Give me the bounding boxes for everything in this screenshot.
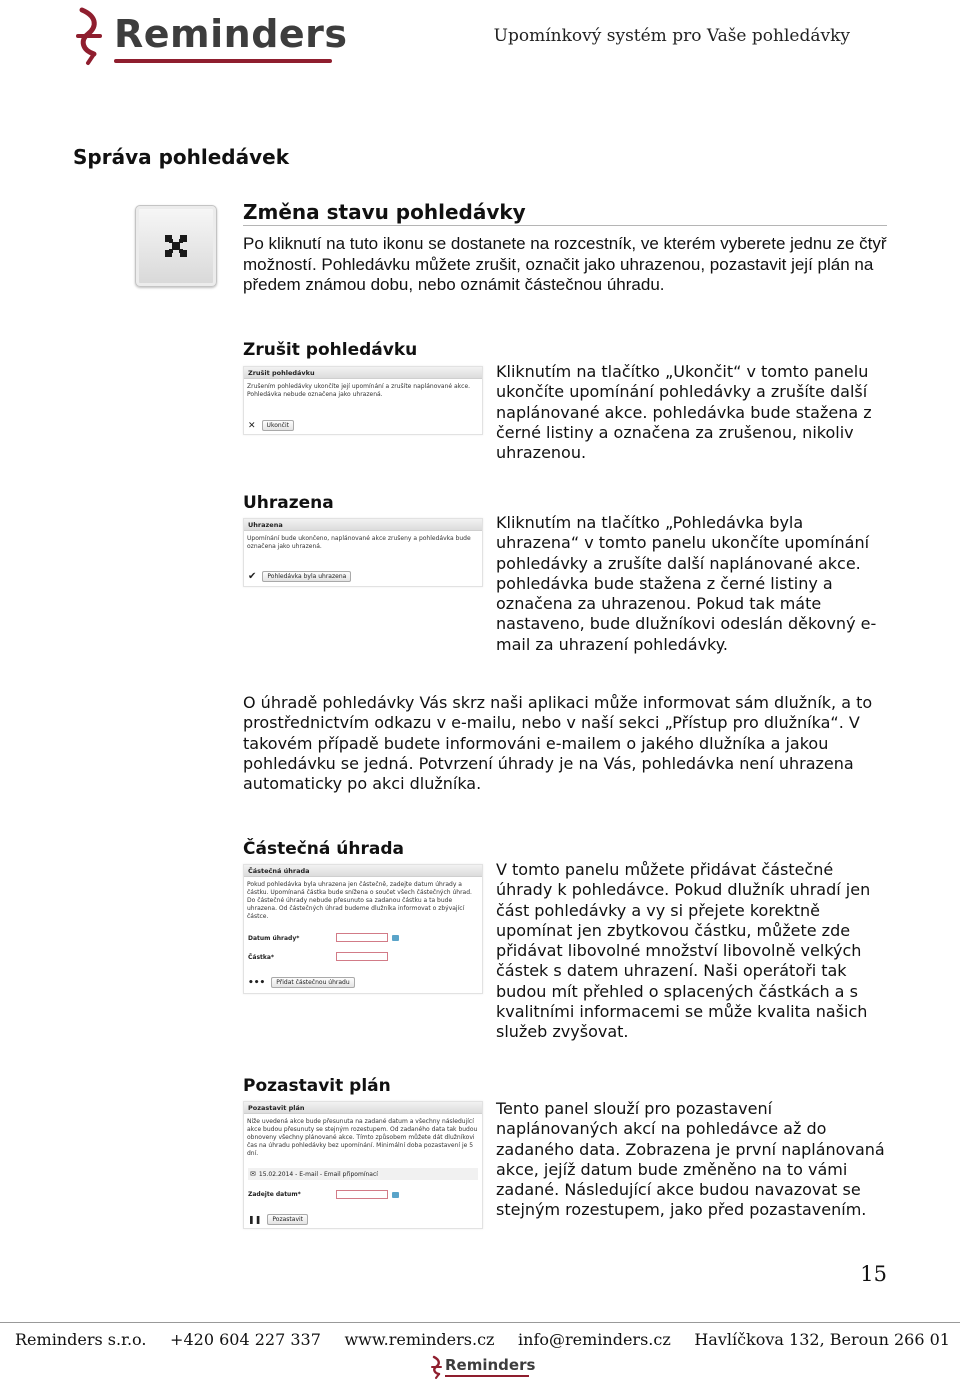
footer-logo-wordmark: Reminders	[445, 1356, 536, 1374]
pause-panel-screenshot	[243, 1101, 483, 1229]
paid-panel-screenshot	[243, 518, 483, 587]
change-status-button[interactable]	[135, 205, 217, 287]
paid-panel-text: Upomínání bude ukončeno, naplánované akce zrušeny a pohledávka bude označena jako uhrazená.	[247, 535, 471, 550]
footer-logo	[430, 1355, 540, 1379]
check-icon: ✔	[248, 571, 257, 582]
close-icon: ✕	[248, 420, 256, 431]
footer-logo-underline	[445, 1375, 529, 1377]
cancel-description: Kliknutím na tlačítko „Ukončit“ v tomto panelu ukončíte upomínání pohledávky a zrušíte další naplánované akce. pohledávka bude stažena z černé listiny a označena za zrušenou, nikoliv uhrazenou.	[496, 362, 872, 463]
pause-icon: ❚❚	[248, 1215, 262, 1224]
footer-company: Reminders s.r.o.	[15, 1330, 147, 1349]
paid-description: Kliknutím na tlačítko „Pohledávka byla uhrazena“ v tomto panelu ukončíte upomínání pohledávky a zrušíte další naplánované akce. pohledávka bude stažena z černé listiny a označena za uhrazenou. Pokud tak máte nastaveno, bude dlužníkovi odeslán děkovný e-mail za uhrazení pohledávky.	[496, 513, 877, 654]
cancel-panel-action	[248, 420, 294, 431]
pause-button[interactable]: Pozastavit	[267, 1214, 308, 1225]
mark-paid-button[interactable]: Pohledávka byla uhrazena	[262, 571, 351, 582]
calendar-icon[interactable]	[392, 935, 399, 941]
amount-label: Částka*	[248, 954, 275, 961]
end-button[interactable]: Ukončit	[262, 420, 294, 431]
logo-underline	[114, 59, 332, 63]
header-tagline: Upomínkový systém pro Vaše pohledávky	[493, 26, 850, 46]
page-number: 15	[860, 1262, 887, 1286]
pause-date-field[interactable]	[336, 1190, 388, 1199]
cancel-heading: Zrušit pohledávku	[243, 340, 418, 360]
intro-text: Po kliknutí na tuto ikonu se dostanete na rozcestník, ve kterém vyberete jednu ze čtyř možností. Pohledávku můžete zrušit, označit jako uhrazenou, pozastavit její plán na předem známou dobu, nebo oznámit částečnou úhradu.	[243, 234, 887, 294]
debtor-note: O úhradě pohledávky Vás skrz naši aplikaci může informovat sám dlužník, a to prostřednictvím odkazu v e-mailu, nebo v naší sekci „Přístup pro dlužníka“. V takovém případě budete informováni e-mailem o jakého dlužníka a jakou pohledávku se jedná. Potvrzení úhrady je na Vás, pohledávka není uhrazena automaticky po akci dlužníka.	[243, 693, 873, 794]
payment-date-field[interactable]	[336, 933, 388, 942]
logo-mark-icon	[74, 6, 108, 66]
footer-divider	[0, 1322, 960, 1323]
pause-panel-title: Pozastavit plán	[244, 1102, 482, 1114]
reminders-logo	[74, 6, 348, 62]
pause-date-label: Zadejte datum*	[248, 1191, 301, 1198]
section-title: Změna stavu pohledávky	[243, 200, 526, 224]
partial-panel-text: Pokud pohledávka byla uhrazena jen částečně, zadejte datum úhrady a částku. Upomínaná částka bude snížena o součet všech částečných úhrad. Do částečné úhrady nebude přesunuto sa zadanou částku a ta bude uhrazena. Od částečných úhrad budeme dlužníka informovat o zbývající částce.	[247, 881, 472, 920]
pause-heading: Pozastavit plán	[243, 1076, 391, 1096]
partial-description: V tomto panelu můžete přidávat částečné úhrady k pohledávce. Pokud dlužník uhradí jen část pohledávky a vy si přejete korektně upomínat jen zbytkovou částku, můžete zde přidávat libovolné množství libovolně velkých částek s datem uhrazení. Naši operátoři tak budou mít přehled o splacených částkách a s kvalitními informacemi se může kvalita našich služeb zvyšovat.	[496, 860, 871, 1042]
partial-panel-screenshot	[243, 864, 483, 994]
cancel-panel-title: Zrušit pohledávku	[244, 367, 482, 379]
add-partial-payment-button[interactable]: Přidat částečnou úhradu	[271, 977, 354, 988]
mail-icon: ✉	[250, 1170, 256, 1178]
page-heading: Správa pohledávek	[73, 145, 290, 169]
paid-panel-title: Uhrazena	[244, 519, 482, 531]
cancel-panel-screenshot	[243, 366, 483, 435]
footer-email-link[interactable]: info@reminders.cz	[518, 1330, 671, 1349]
calendar-icon[interactable]	[392, 1192, 399, 1198]
amount-field[interactable]	[336, 952, 388, 961]
paid-panel-action	[248, 571, 351, 582]
footer-phone: +420 604 227 337	[170, 1330, 321, 1349]
next-action-row	[248, 1168, 478, 1180]
partial-panel-action	[248, 977, 355, 988]
title-divider	[243, 225, 887, 226]
logo-wordmark: Reminders	[114, 12, 348, 56]
close-x-icon	[163, 233, 189, 259]
footer-address: Havlíčkova 132, Beroun 266 01	[694, 1330, 950, 1349]
partial-panel-title: Částečná úhrada	[244, 865, 482, 877]
partial-heading: Částečná úhrada	[243, 839, 404, 859]
footer	[15, 1330, 950, 1349]
logo-mark-icon	[430, 1355, 444, 1379]
payment-date-label: Datum úhrady*	[248, 935, 300, 942]
more-icon: •••	[248, 977, 266, 988]
pause-description: Tento panel slouží pro pozastavení naplánovaných akcí na pohledávce až do zadaného data. Zobrazena je první naplánovaná akce, jejíž datum bude změněno na to vámi zadané. Následující akce budou navazovat se stejným rozestupem, jako před pozastavením.	[496, 1099, 885, 1220]
cancel-panel-text: Zrušením pohledávky ukončíte její upomínání a zrušíte naplánované akce. Pohledávka nebude označena jako uhrazená.	[247, 383, 471, 398]
next-action-text: 15.02.2014 - E-mail - Email připomínací	[258, 1170, 378, 1178]
pause-panel-action	[248, 1214, 308, 1225]
paid-heading: Uhrazena	[243, 493, 334, 513]
footer-web-link[interactable]: www.reminders.cz	[344, 1330, 495, 1349]
pause-panel-text: Níže uvedená akce bude přesunuta na zadané datum a všechny následující akce budou přesunuty se stejným rozestupem. Od zadaného data tak budou obnoveny všechny plánované akce. Tímto způsobem můžete dát dlužníkovi čas na úhradu pohledávky bez upomínání. Minimální doba pozastavení je 5 dní.	[247, 1118, 478, 1157]
